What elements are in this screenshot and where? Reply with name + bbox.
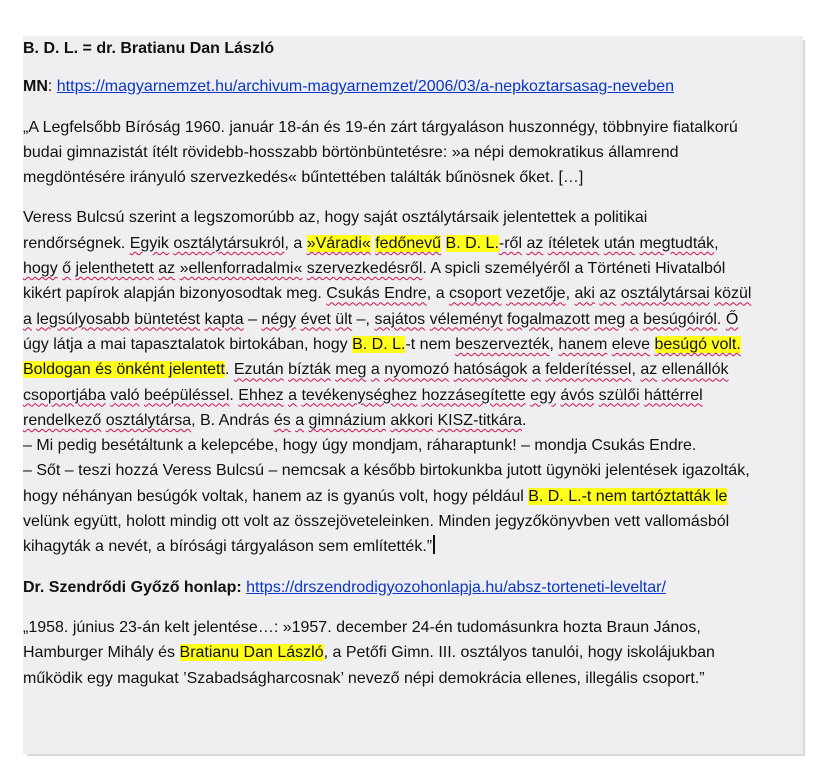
highlight: B. D. L. [445, 234, 499, 252]
line: hogy ő jelenthetett az »ellenforradalmi« szervezkedésről. A spicli személyéről a Történeti Hivatalból [23, 260, 726, 278]
line: rendelkező osztálytársa, B. András és a gimnázium akkori KISZ-titkára. [23, 411, 527, 429]
highlight: besúgó volt. [654, 335, 741, 353]
text-cursor [433, 535, 435, 554]
highlight: Boldogan és önként jelentett [23, 361, 225, 379]
page-shadow-bottom [27, 754, 805, 756]
quote-2: „1958. június 23-án kelt jelentése…: »1957. december 24-én tudomásunkra hozta Braun János, Hamburger Mihály és Bratianu Dan László, a Petőfi Gimn. III. osztályos tanulói, hogy iskolájukban működik egy magukat ’Szabadságharcosnak’ nevező népi demokrácia ellenes, illegális csoport.” [23, 618, 715, 687]
line: kikért papírok alapján bizonyosodtak meg. Csukás Endre, a csoport vezetője, aki az osztálytársai közül [23, 285, 752, 303]
source-szendrodi-label: Dr. Szendrődi Győző honlap: [23, 578, 242, 596]
line: velünk együtt, holott mindig ott volt az összejöveteleinken. Minden jegyzőkönyvben vett vallomásból [23, 513, 730, 531]
source-mn: MN: https://magyarnemzet.hu/archivum-magyarnemzet/2006/03/a-nepkoztarsasag-neveben [23, 78, 674, 96]
line: rendőrségnek. Egyik osztálytársukról, a »Váradi« fedőnevű B. D. L.-ről az ítéletek után megtudták, [23, 234, 719, 252]
quote-1: „A Legfelsőbb Bíróság 1960. január 18-án és 19-én zárt tárgyaláson huszonnégy, többnyire fiatalkorú budai gimnazistát ítélt rövidebb-hosszabb börtönbüntetésre: »a népi demokratikus államrend megdöntésére irányuló szervezkedés« bűntettében találták bűnösnek őket. […] [23, 118, 738, 187]
highlight: Bratianu Dan László [179, 644, 324, 662]
line: hogy néhányan besúgók voltak, hanem az is gyanús volt, hogy például B. D. L.-t nem tartóztatták le [23, 487, 728, 505]
line: Veress Bulcsú szerint a legszomorúbb az, hogy saját osztálytársaik jelentettek a politikai [23, 209, 648, 227]
line: úgy látja a mai tapasztalatok birtokában, hogy B. D. L.-t nem beszervezték, hanem eleve besúgó volt. [23, 335, 741, 353]
line: – Mi pedig besétáltunk a kelepcébe, hogy úgy mondjam, ráharaptunk! – mondja Csukás Endre. [23, 437, 697, 455]
source-mn-label: MN [23, 78, 48, 96]
line: csoportjába való beépüléssel. Ehhez a tevékenységhez hozzásegítette egy ávós szülői háttérrel [23, 386, 703, 404]
source-mn-link[interactable]: https://magyarnemzet.hu/archivum-magyarnemzet/2006/03/a-nepkoztarsasag-neveben [56, 78, 674, 96]
page-shadow-right [803, 40, 805, 756]
article-paragraph [23, 205, 783, 559]
line: kihagyták a nevét, a bírósági tárgyaláson sem említették.” [23, 534, 783, 559]
highlight: »Váradi« [306, 234, 371, 252]
heading: B. D. L. = dr. Bratianu Dan László [23, 40, 275, 57]
highlight: B. D. L.-t nem tartóztatták le [528, 487, 728, 505]
line: Boldogan és önként jelentett. Ezután bízták meg a nyomozó hatóságok a felderítéssel, az ellenállók [23, 361, 729, 379]
source-szendrodi [23, 575, 783, 600]
highlight: fedőnevű [375, 234, 442, 252]
line: – Sőt – teszi hozzá Veress Bulcsú – nemcsak a később birtokunkba jutott ügynöki jelentések igazolták, [23, 462, 750, 480]
source-szendrodi-link[interactable]: https://drszendrodigyozohonlapja.hu/absz-torteneti-leveltar/ [246, 578, 666, 596]
line: a legsúlyosabb büntetést kapta – négy évet ült –, sajátos véleményt fogalmazott meg a besúgóiról. Ő [23, 310, 739, 328]
highlight: B. D. L. [352, 335, 406, 353]
document-body[interactable] [23, 36, 783, 691]
